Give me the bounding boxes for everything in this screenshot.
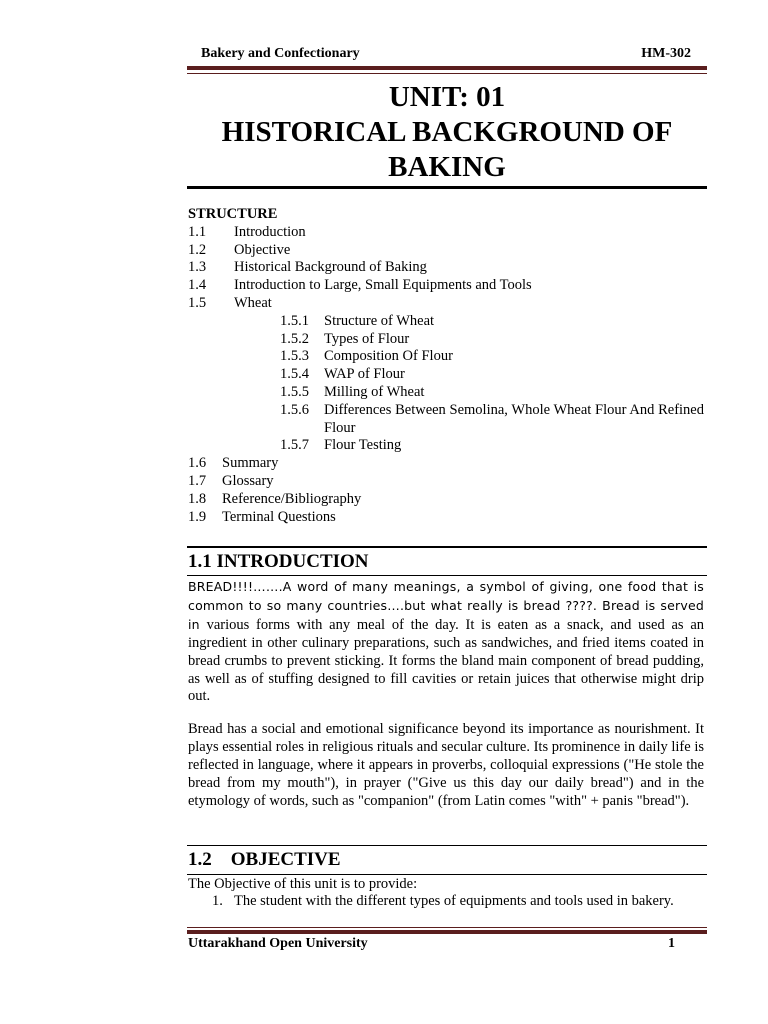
structure-item-text: Introduction — [234, 223, 306, 240]
structure-item — [188, 277, 708, 295]
structure-subitem — [188, 437, 708, 455]
structure-item-number: 1.8 — [188, 490, 207, 507]
structure-subitem-text: Structure of Wheat — [324, 312, 435, 329]
introduction-lead-text: BREAD!!!!…….A word of many meanings, a symbol of giving, one food that is common to so many countries….but what really is bread ????. Bread is served in — [188, 579, 704, 632]
section-heading-introduction: 1.1 INTRODUCTION — [188, 551, 369, 572]
header-course-code: HM-302 — [641, 46, 691, 61]
structure-item — [188, 455, 708, 473]
structure-subitem — [188, 331, 708, 349]
structure-item — [188, 259, 708, 277]
section-heading-objective: 1.2 OBJECTIVE — [188, 849, 341, 870]
header-rule-thin — [187, 73, 707, 74]
footer-university-name: Uttarakhand Open University — [188, 936, 368, 951]
unit-title-line-1: UNIT: 01 — [388, 81, 506, 113]
structure-subitem-number: 1.5.5 — [280, 383, 309, 400]
structure-subitem-text: Types of Flour — [324, 330, 410, 347]
structure-item — [188, 509, 708, 527]
structure-list — [188, 206, 708, 526]
structure-item-text: Introduction to Large, Small Equipments and Tools — [234, 277, 532, 294]
footer-rule-thick — [187, 930, 707, 934]
structure-item — [188, 491, 708, 509]
structure-item-text: Glossary — [222, 472, 274, 489]
structure-item — [188, 295, 708, 313]
footer-rule-thin — [187, 927, 707, 928]
structure-item-number: 1.4 — [188, 277, 207, 294]
structure-item-text: Summary — [222, 455, 279, 472]
introduction-paragraph-2: Bread has a social and emotional significance beyond its importance as nourishment. It plays essential roles in religious rituals and secular culture. Its prominence in daily life is reflected in language, where it appears in proverbs, colloquial expressions ("He stole the bread from my mouth"), in prayer ("Give us this day our daily bread") and in the etymology of words, such as "companion" (from Latin comes "with" + panis "bread"). — [188, 721, 704, 809]
structure-subitem-number: 1.5.3 — [280, 348, 309, 365]
structure-subitem-text: Milling of Wheat — [324, 383, 425, 400]
section-rule-bottom — [187, 874, 707, 875]
unit-title-line-3: BAKING — [388, 151, 506, 183]
unit-title — [187, 80, 707, 185]
structure-item-text: Objective — [234, 241, 291, 258]
objective-lead: The Objective of this unit is to provide: — [188, 876, 418, 892]
structure-subitem-text: Composition Of Flour — [324, 348, 453, 365]
structure-item-number: 1.7 — [188, 472, 207, 489]
structure-subitem-number: 1.5.4 — [280, 366, 309, 383]
section-rule-top — [187, 845, 707, 846]
objective-list-item — [212, 893, 674, 910]
structure-item-number: 1.3 — [188, 259, 207, 276]
structure-item-text: Terminal Questions — [222, 508, 336, 525]
structure-subitem-text: Differences Between Semolina, Whole Wheat Flour And Refined Flour — [324, 401, 704, 436]
introduction-body-text: various forms with any meal of the day. It is eaten as a snack, and used as an ingredient in other culinary preparations, such as sandwiches, and fried items coated in bread crumbs to prevent sticking. It forms the bland main component of bread pudding, as well as of stuffing designed to fill cavities or retain juices that otherwise might drip out. — [188, 616, 705, 705]
structure-item-text: Reference/Bibliography — [222, 490, 362, 507]
structure-item-number: 1.6 — [188, 455, 207, 472]
structure-heading: STRUCTURE — [188, 206, 278, 222]
structure-item-text: Historical Background of Baking — [234, 259, 427, 276]
structure-subitem — [188, 313, 708, 331]
structure-subitem — [188, 366, 708, 384]
header-course-title: Bakery and Confectionary — [201, 46, 360, 61]
structure-subitem-text: WAP of Flour — [324, 366, 405, 383]
introduction-paragraph-1 — [188, 578, 704, 706]
structure-item-number: 1.1 — [188, 223, 207, 240]
section-rule-top — [187, 546, 707, 548]
structure-item-number: 1.9 — [188, 508, 207, 525]
structure-item-number: 1.2 — [188, 241, 207, 258]
structure-item-text: Wheat — [234, 294, 272, 311]
structure-item — [188, 224, 708, 242]
header-rule-thick — [187, 66, 707, 70]
structure-subitem — [188, 384, 708, 402]
unit-title-line-2: HISTORICAL BACKGROUND OF — [221, 116, 673, 148]
structure-subitem-text: Flour Testing — [324, 437, 402, 454]
section-rule-bottom — [187, 575, 707, 576]
structure-subitem-number: 1.5.6 — [280, 401, 309, 418]
structure-subitem-number: 1.5.7 — [280, 437, 309, 454]
structure-subitem-number: 1.5.1 — [280, 312, 309, 329]
objective-item-number: 1. — [212, 893, 223, 909]
footer-page-number: 1 — [668, 936, 675, 951]
structure-subitem-number: 1.5.2 — [280, 330, 309, 347]
structure-item — [188, 473, 708, 491]
structure-item-number: 1.5 — [188, 294, 207, 311]
structure-subitem — [188, 402, 708, 438]
structure-subitem — [188, 348, 708, 366]
title-rule — [187, 186, 707, 189]
objective-item-text: The student with the different types of equipments and tools used in bakery. — [234, 893, 674, 909]
structure-item — [188, 242, 708, 260]
